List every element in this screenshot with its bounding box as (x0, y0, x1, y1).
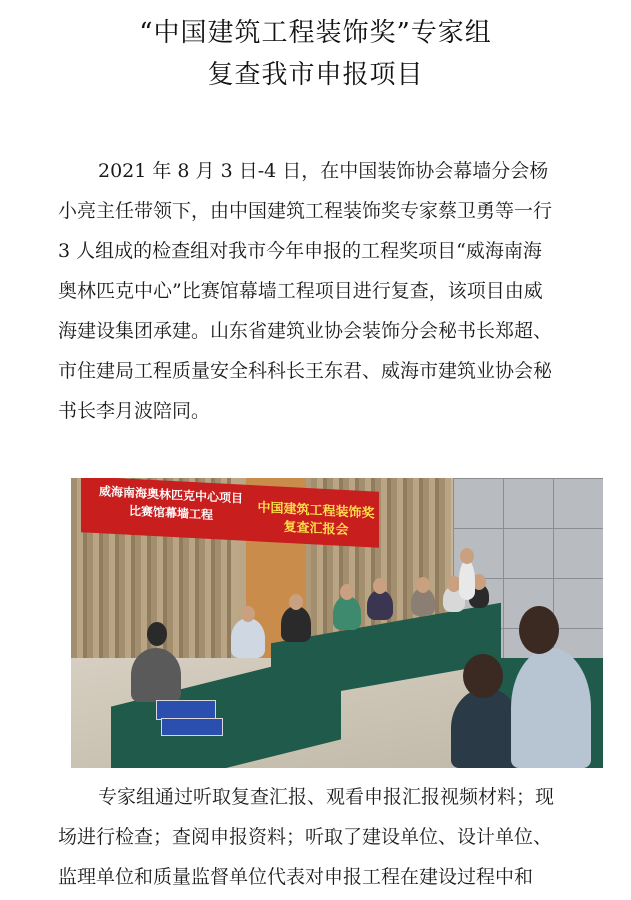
paragraph-1-line: 奥林匹克中心”比赛馆幕墙工程项目进行复查，该项目由威 (58, 280, 543, 302)
paragraph-2-line: 监理单位和质量监督单位代表对申报工程在建设过程中和 (58, 866, 534, 888)
attendee-head (340, 584, 354, 600)
attendee (231, 618, 265, 658)
meeting-photo (71, 478, 603, 768)
photographer-head (460, 548, 474, 564)
banner-project-name: 威海南海奥林匹克中心项目 (98, 484, 243, 506)
paragraph-2 (58, 777, 598, 897)
paragraph-1-line: 市住建局工程质量安全科科长王东君、威海市建筑业协会秘 (58, 360, 553, 382)
paragraph-1-line: 海建设集团承建。山东省建筑业协会装饰分会秘书长郑超、 (58, 320, 553, 342)
attendee-head (147, 622, 167, 646)
foreground-attendee (511, 648, 591, 768)
attendee-head (241, 606, 255, 622)
attendee-head (416, 577, 430, 593)
paragraph-2-line: 专家组通过听取复查汇报、观看申报汇报视频材料；现 (98, 786, 555, 808)
attendee (281, 606, 311, 642)
paragraph-1 (58, 151, 598, 431)
paragraph-2-line: 场进行检查；查阅申报资料；听取了建设单位、设计单位、 (58, 826, 553, 848)
attendee (367, 590, 393, 620)
document-binder (156, 700, 216, 720)
foreground-attendee-head (463, 654, 503, 698)
banner-project-subname: 比赛馆幕墙工程 (128, 503, 213, 523)
paragraph-1-line: 小亮主任带领下，由中国建筑工程装饰奖专家蔡卫勇等一行 (58, 200, 553, 222)
document-binder (161, 718, 223, 736)
photographer (459, 560, 475, 600)
article-title-line-2: 复查我市申报项目 (207, 60, 424, 90)
foreground-attendee-head (519, 606, 559, 654)
paragraph-1-line: 书长李月波陪同。 (58, 400, 211, 422)
attendee-head (289, 594, 303, 610)
article-title-line-1: “中国建筑工程装饰奖”专家组 (139, 18, 492, 48)
paragraph-1-line: 2021 年 8 月 3 日-4 日，在中国装饰协会幕墙分会杨 (98, 160, 549, 182)
attendee (333, 596, 361, 630)
attendee (131, 648, 181, 702)
banner-meeting-title: 中国建筑工程装饰奖复查汇报会 (257, 500, 375, 539)
attendee-head (373, 578, 387, 594)
paragraph-1-line: 3 人组成的检查组对我市今年申报的工程奖项目“威海南海 (58, 240, 542, 262)
